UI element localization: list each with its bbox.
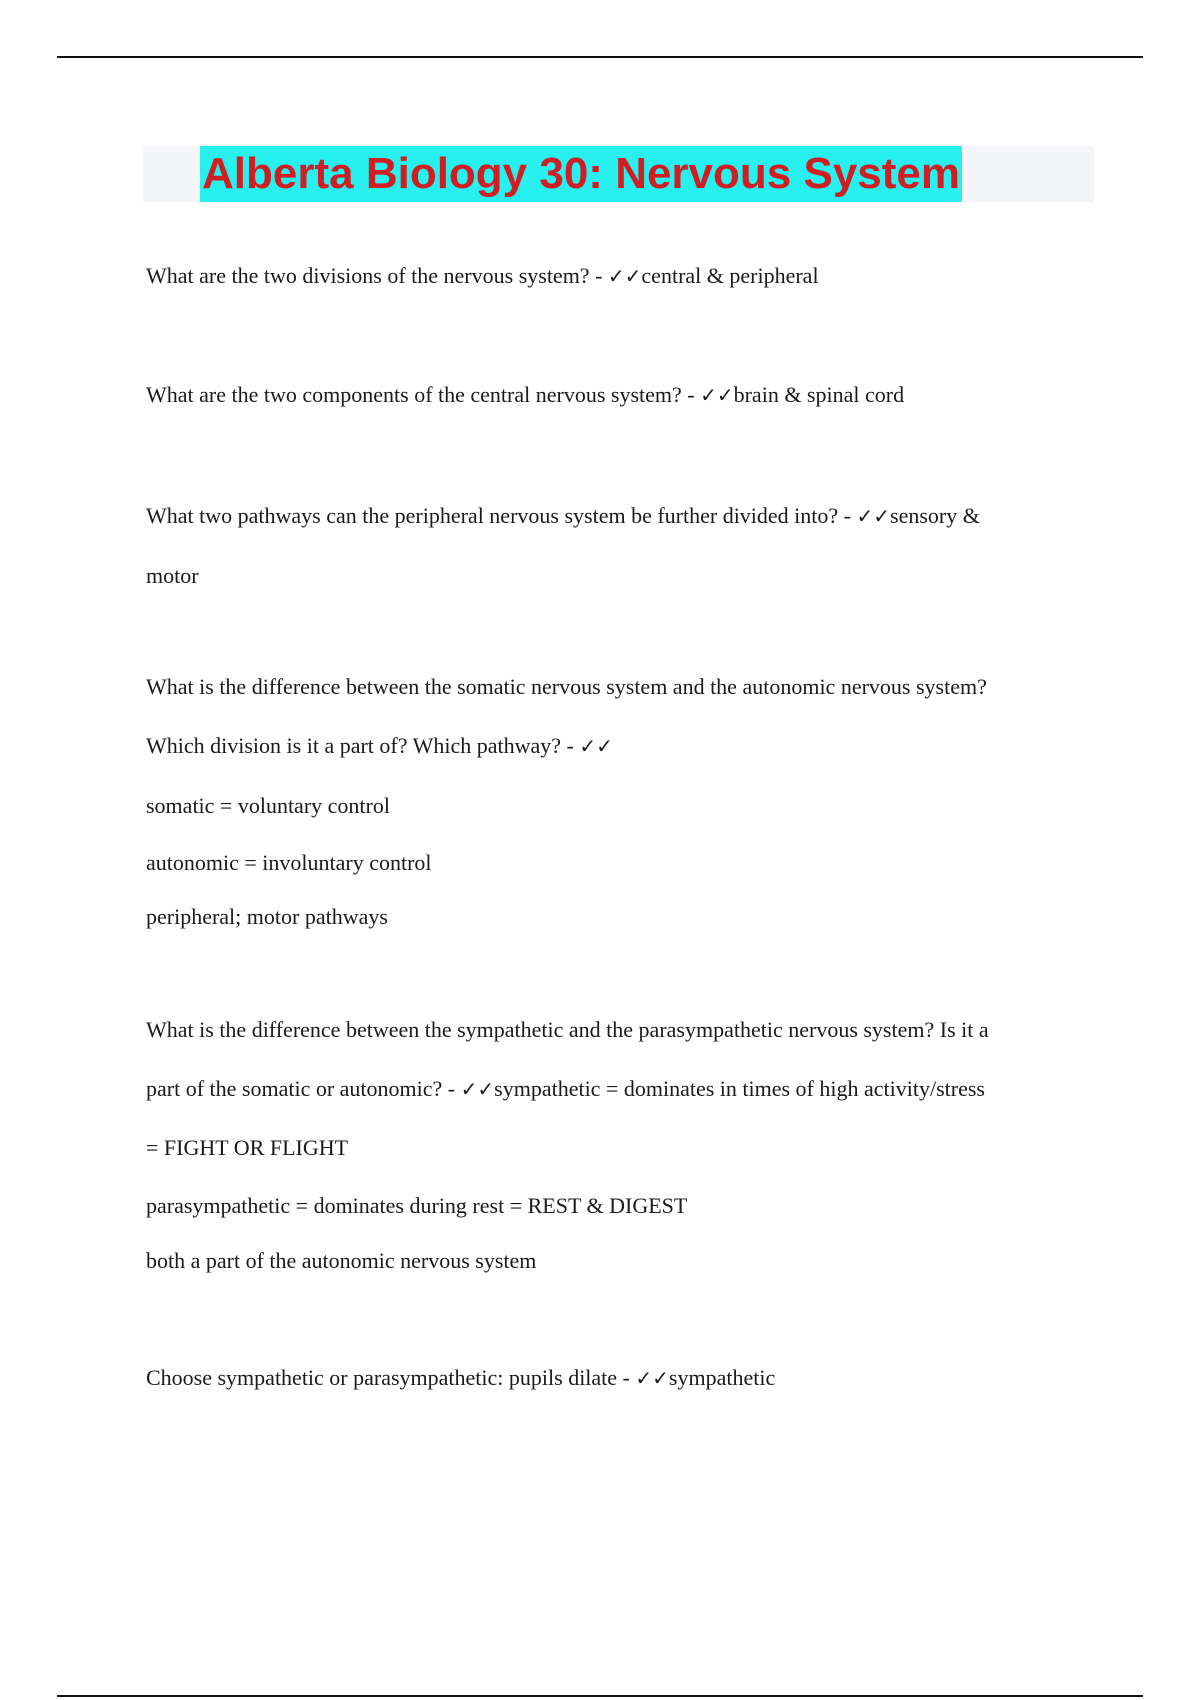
check-mark-icon: ✓✓ xyxy=(607,264,642,288)
qa-item-4 xyxy=(146,731,613,761)
question-text: What are the two components of the central nervous system? - xyxy=(146,382,695,407)
qa-item-6 xyxy=(146,1363,775,1393)
question-text: What is the difference between the sympathetic and the parasympathetic nervous system? Is it a xyxy=(146,1017,989,1042)
answer-text: sympathetic xyxy=(668,1365,776,1390)
qa-item-5 xyxy=(146,1074,985,1104)
question-text: part of the somatic or autonomic? - xyxy=(146,1076,456,1101)
answer-line: both a part of the autonomic nervous system xyxy=(146,1248,537,1273)
answer-text: brain & spinal cord xyxy=(733,382,905,407)
answer-text: sympathetic = dominates in times of high activity/stress xyxy=(494,1076,985,1101)
qa-item-3 xyxy=(146,501,980,531)
document-title: Alberta Biology 30: Nervous System xyxy=(200,146,962,202)
answer-text: central & peripheral xyxy=(641,263,819,288)
question-text: What two pathways can the peripheral nervous system be further divided into? - xyxy=(146,503,851,528)
qa-item-1 xyxy=(146,261,819,291)
answer-line: peripheral; motor pathways xyxy=(146,904,388,929)
question-text: What are the two divisions of the nervous system? - xyxy=(146,263,603,288)
check-mark-icon: ✓✓ xyxy=(856,504,891,528)
question-text: Choose sympathetic or parasympathetic: pupils dilate - xyxy=(146,1365,630,1390)
check-mark-icon: ✓✓ xyxy=(579,734,613,758)
answer-continuation: motor xyxy=(146,563,199,588)
answer-line: = FIGHT OR FLIGHT xyxy=(146,1135,349,1160)
question-text: Which division is it a part of? Which pathway? - xyxy=(146,733,574,758)
footer-rule xyxy=(57,1695,1143,1697)
answer-text: sensory & xyxy=(890,503,980,528)
qa-item-2 xyxy=(146,380,904,410)
check-mark-icon: ✓✓ xyxy=(460,1077,495,1101)
header-rule xyxy=(57,56,1143,58)
question-text: What is the difference between the somatic nervous system and the autonomic nervous system? xyxy=(146,674,987,699)
answer-line: parasympathetic = dominates during rest = REST & DIGEST xyxy=(146,1193,688,1218)
check-mark-icon: ✓✓ xyxy=(635,1366,669,1390)
answer-line: autonomic = involuntary control xyxy=(146,850,432,875)
answer-line: somatic = voluntary control xyxy=(146,793,390,818)
check-mark-icon: ✓✓ xyxy=(700,383,734,407)
